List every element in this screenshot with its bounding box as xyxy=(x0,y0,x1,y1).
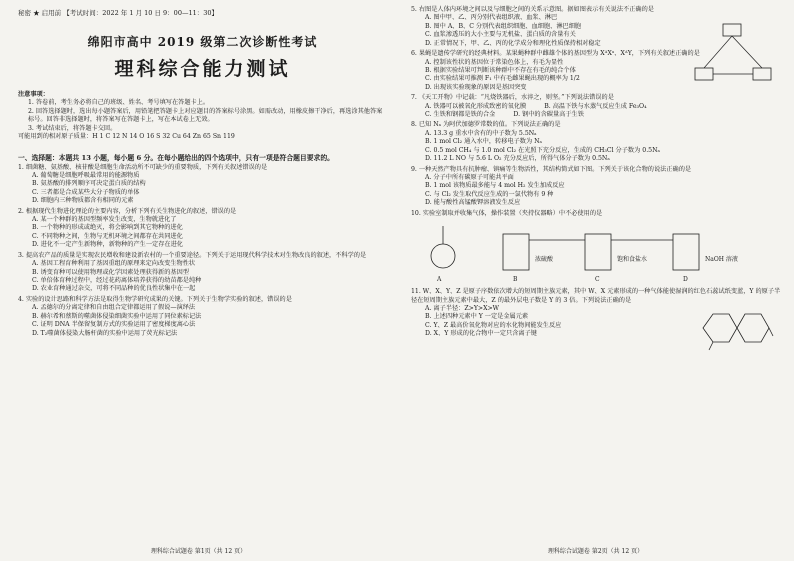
question-8: 8. 已知 Nₐ 为阿伏加德罗常数的值。下列说法正确的是 A. 13.3 g 重水中含有的中子数为 5.5Nₐ B. 1 mol Cl₂ 通入水中，转移电子数为 Nₐ C. 0.5 mol CH₄ 与 1.0 mol Cl₂ 在光照下充分反应，生成的 CH₃Cl 分子数为 0.5Nₐ D. 11.2 L NO 与 5.6 L O₂ 充分反应后，所得气体分子数为 0.5Nₐ xyxy=(411,121,782,163)
fig-letter-b: B xyxy=(513,276,518,284)
question-10: 10. 实验室制取并收集气体，操作装置（夹持仪器略）中不必使用的是 xyxy=(411,209,603,217)
fig-letter-d: D xyxy=(683,276,688,284)
option: B. 图中 A、B、C 分别代表组织细胞、血细胞、淋巴细胞 xyxy=(425,22,582,30)
option: A. 图中甲、乙、丙分别代表组织液、血浆、淋巴 xyxy=(425,14,558,22)
bottle-b xyxy=(503,234,529,270)
option: A. 基因工程育种利用了基因重组的原理来定向改变生物性状 xyxy=(32,260,196,268)
notice-heading: 注意事项： xyxy=(18,91,49,98)
question-6: 6. 果蝇是遗传学研究的经典材料。某果蝇种群中雌雄个体的基因型为 XᴬXᵃ、XᴬY，下列有关叙述正确的是 A. 控制该性状的基因位于常染色体上，有毛为显性 B. 根据实验结果可判断该种群中不存在有毛的纯合个体 C. 由实验结果可推测 F₁ 中有毛雌果蝇出现的概率为 1/2 D. 出现该实验现象的原因是基因突变 xyxy=(411,50,782,92)
option: B. 赫尔希和蔡斯的噬菌体侵染细菌实验中运用了同位素标记法 xyxy=(32,312,202,320)
fluid-relation-svg xyxy=(689,22,777,92)
ring xyxy=(703,314,737,342)
option: A. 孟德尔的分离定律和自由组合定律都运用了假说—演绎法 xyxy=(32,304,196,312)
option: C. 单倍体育种过程中，经过花药离体培养获得的幼苗都是纯种 xyxy=(32,277,202,285)
option: B. 一个物种的形成或绝灭，将会影响到其它物种的进化 xyxy=(32,224,183,232)
option: C. 0.5 mol CH₄ 与 1.0 mol Cl₂ 在光照下充分反应，生成的 CH₃Cl 分子数为 0.5Nₐ xyxy=(425,146,660,154)
fig-letter-c: C xyxy=(595,276,600,284)
option: D. X、Y 形成的化合物中一定只含离子键 xyxy=(425,330,537,338)
bond xyxy=(769,328,773,336)
page-2 xyxy=(397,0,794,561)
structure-svg xyxy=(693,300,773,354)
option: D. 出现该实验现象的原因是基因突变 xyxy=(425,83,527,91)
apparatus-figure xyxy=(411,220,782,286)
question-11: 11. W、X、Y、Z 是原子序数依次增大的短周期主族元素，其中 W、X 元素形成的一种气体能使湿润的红色石蕊试纸变蓝，Y 的原子半径在短周期主族元素中最大，Z 的最外层电子数是 Y 的 3 倍。下列说法正确的是 A. 离子半径：Z>Y>X>W B. 上述四种元素中 Y 一定是金属元素 C. Y、Z 最高价氧化物对应的水化物间能发生反应 D. X、Y 形成的化合物中一定只含离子键 xyxy=(411,288,781,338)
notice-2: 2. 回答选择题时，选出每小题答案后，用铅笔把答题卡上对应题目的答案标号涂黑。如需改动，用橡皮擦干净后，再选涂其他答案标号。回答非选择题时，将答案写在答题卡上，写在本试卷上无效。 xyxy=(28,107,383,124)
fig-letter-a: A xyxy=(437,276,442,284)
page-2-footer: 理科综合试题卷 第2页（共 12 页） xyxy=(547,548,644,555)
box-b xyxy=(695,68,713,80)
option: D. 农业育种通过杂交，可将不同品种的优良性状集中在一起 xyxy=(32,285,196,293)
option: D. 能与酸性高锰酸钾溶液发生反应 xyxy=(425,199,521,207)
option: C. 由实验结果可推测 F₁ 中有毛雌果蝇出现的概率为 1/2 xyxy=(425,75,580,83)
subject-title: 理科综合能力测试 xyxy=(114,58,291,80)
bottle-d xyxy=(673,234,699,270)
option: B. 上述四种元素中 Y 一定是金属元素 xyxy=(425,313,529,321)
option: D. 钢中的含碳量高于生铁 xyxy=(513,111,584,119)
option: D. 正常情况下，甲、乙、丙的化学成分和理化性质保持相对稳定 xyxy=(425,39,601,47)
option: A. 某一个种群的基因型频率发生改变，生物就进化了 xyxy=(32,216,177,224)
confidential-header: 秘密 ★ 启用前 【考试时间：2022 年 1 月 10 日 9：00—11：30】 xyxy=(18,9,218,17)
notice-3: 3. 考试结束后，将答题卡交回。 xyxy=(28,124,117,132)
option: C. 不同物种之间，生物与无机环境之间都存在共同进化 xyxy=(32,232,183,240)
body-fluid-diagram xyxy=(689,22,777,96)
option: B. 1 mol Cl₂ 通入水中，转移电子数为 Nₐ xyxy=(425,138,542,146)
fig-label-b: 浓硫酸 xyxy=(535,256,554,264)
option: A. 铁器可以被氧化形成致密的氧化膜 xyxy=(425,102,527,110)
section-heading: 一、选择题：本题共 13 小题，每小题 6 分。在每小题给出的四个选项中，只有一项是符合题目要求的。 xyxy=(18,153,334,162)
option: C. Y、Z 最高价氧化物对应的水化物间能发生反应 xyxy=(425,321,562,329)
question-5: 5. 右图是人体内环境之间以及与细胞之间的关系示意图。据如图表示有关说法不正确的是 A. 图中甲、乙、丙分别代表组织液、血浆、淋巴 B. 图中 A、B、C 分别代表组织细胞、血细胞、淋巴细胞 C. 血浆渗透压的大小主要与无机盐、蛋白质的含量有关 D. 正常情况下，甲、乙、丙的化学成分和理化性质保持相对稳定 xyxy=(411,6,782,48)
option: D. 11.2 L NO 与 5.6 L O₂ 充分反应后，所得气体分子数为 0.5Nₐ xyxy=(425,155,610,163)
option: C. 证明 DNA 半保留复制方式的实验运用了密度梯度离心法 xyxy=(32,321,196,329)
option: A. 分子中所有碳原子可能共平面 xyxy=(425,174,514,182)
arrow xyxy=(704,36,732,68)
question-4: 4. 实验的设计思路和科学方法是取得生物学研究成果的关键。下列关于生物学实验的叙述，错误的是 A. 孟德尔的分离定律和自由组合定律都运用了假说—演绎法 B. 赫尔希和蔡斯的噬菌体侵染细菌实验中运用了同位素标记法 C. 证明 DNA 半保留复制方式的实验运用了密度梯度离心法 D. T₂噬菌体侵染大肠杆菌的实验中运用了荧光标记法 xyxy=(18,296,387,338)
option: B. 诱变育种可以使用物理或化学因素处理获得新的基因型 xyxy=(32,268,189,276)
option: C. 与 Cl₂ 发生取代反应生成的一氯代物有 9 种 xyxy=(425,190,554,198)
arrow xyxy=(732,36,762,68)
option: C. 生铁和钢都是铁的合金 xyxy=(425,111,496,119)
ring xyxy=(737,314,769,342)
page-1-footer: 理科综合试题卷 第1页（共 12 页） xyxy=(150,548,247,555)
option: B. 氨基酸的排列顺序可决定蛋白质的结构 xyxy=(32,180,146,188)
notice-1: 1. 答卷前，考生务必将自己的班级、姓名、考号填写在答题卡上。 xyxy=(28,99,210,107)
exam-title: 绵阳市高中 2019 级第二次诊断性考试 xyxy=(87,35,318,49)
option: C. 血浆渗透压的大小主要与无机盐、蛋白质的含量有关 xyxy=(425,31,576,39)
option: A. 葡萄糖是细胞呼吸最常用的能源物质 xyxy=(32,171,140,179)
option: B. 高温下铁与水蒸气反应生成 Fe₃O₄ xyxy=(544,102,647,110)
fig-label-d: NaOH 溶液 xyxy=(705,256,738,264)
question-1: 1. 细菌糖、氨基酸、核苷酸是细胞生命活动所不可缺少的重要物质，下列有关叙述错误的是 A. 葡萄糖是细胞呼吸最常用的能源物质 B. 氨基酸的排列顺序可决定蛋白质的结构 C. 三者都是合成某些大分子物质的单体 D. 细胞内三种物质都含有相同的元素 xyxy=(18,164,387,206)
option: D. T₂噬菌体侵染大肠杆菌的实验中运用了荧光标记法 xyxy=(32,329,178,337)
option: D. 细胞内三种物质都含有相同的元素 xyxy=(32,197,134,205)
atomic-masses: 可能用到的相对原子质量：H 1 C 12 N 14 O 16 S 32 Cu 64 Zn 65 Sn 119 xyxy=(18,133,235,141)
option: A. 控制该性状的基因位于常染色体上，有毛为显性 xyxy=(425,58,564,66)
bond xyxy=(709,342,713,350)
option: B. 1 mol 该物质最多能与 4 mol H₂ 发生加成反应 xyxy=(425,182,565,190)
question-2: 2. 根据现代生物进化理论的主要内容，分析下列有关生物进化的叙述，错误的是 A. 某一个种群的基因型频率发生改变，生物就进化了 B. 一个物种的形成或绝灭，将会影响到其它物种的进化 C. 不同物种之间，生物与无机环境之间都存在共同进化 D. 进化不一定产生新物种，新物种的产生一定存在进化 xyxy=(18,208,387,250)
fig-label-c: 饱和食盐水 xyxy=(617,256,648,264)
molecule-structure xyxy=(693,300,773,358)
option: D. 进化不一定产生新物种，新物种的产生一定存在进化 xyxy=(32,241,183,249)
box-a xyxy=(723,24,741,36)
question-9: 9. 一种天然产物具有抗肿瘤、镇痛等生物活性，其结构简式如下图。下列关于该化合物的说法正确的是 A. 分子中所有碳原子可能共平面 B. 1 mol 该物质最多能与 4 mol H₂ 发生加成反应 C. 与 Cl₂ 发生取代反应生成的一氯代物有 9 种 D. 能与酸性高锰酸钾溶液发生反应 xyxy=(411,165,692,207)
option: C. 三者都是合成某些大分子物质的单体 xyxy=(32,188,140,196)
option: A. 离子半径：Z>Y>X>W xyxy=(425,304,500,312)
bottle-c xyxy=(585,234,611,270)
question-3: 3. 提高农产品的质量是实现农民增收和建设新农村的一个重要途径。下列关于运用现代科学技术对生物改良的叙述，不科学的是 A. 基因工程育种利用了基因重组的原理来定向改变生物性状 B. 诱变育种可以使用物理或化学因素处理获得新的基因型 C. 单倍体育种过程中，经过花药离体培养获得的幼苗都是纯种 D. 农业育种通过杂交，可将不同品种的优良性状集中在一起 xyxy=(18,252,387,294)
option: B. 根据实验结果可判断该种群中不存在有毛的纯合个体 xyxy=(425,66,576,74)
option: A. 13.3 g 重水中含有的中子数为 5.5Nₐ xyxy=(425,129,537,137)
flask xyxy=(431,244,455,268)
box-c xyxy=(753,68,771,80)
question-7: 7. 《天工开物》中记载：“凡烧铁器后，水淬之，则坚。”下列说法错误的是 A. 铁器可以被氧化形成致密的氧化膜 B. 高温下铁与水蒸气反应生成 Fe₃O₄ C. 生铁和钢都是铁的合金 D. 钢中的含碳量高于生铁 xyxy=(411,94,647,119)
